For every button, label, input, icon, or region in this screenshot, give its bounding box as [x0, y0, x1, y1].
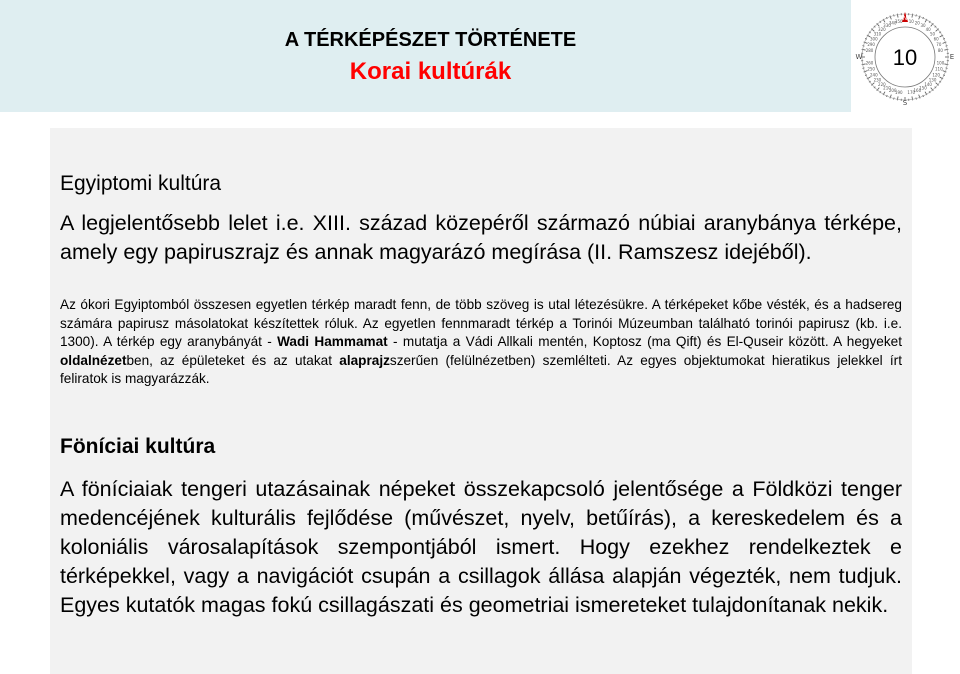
compass-degree-label: 40: [925, 26, 931, 32]
compass-degree-label: 170: [907, 89, 916, 95]
compass-n-label: N: [902, 15, 908, 22]
page-title: A TÉRKÉPÉSZET TÖRTÉNETE: [284, 29, 577, 51]
compass-degree-label: 140: [924, 81, 932, 87]
compass-degree-label: 290: [867, 42, 875, 48]
compass-degree-label: 190: [894, 89, 903, 95]
compass-degree-label: 50: [930, 31, 936, 37]
compass-degree-label: 130: [928, 77, 937, 83]
compass-degree-label: 210: [883, 85, 891, 91]
detail-text-1: Az ókori Egyiptomból összesen egyetlen térkép maradt fenn, de több szöveg is utal létezésükre. A térképeket kőbe vésték, és a hadsereg számára papirusz másolatokat készítettek róluk. Az egyetlen fennmaradt térkép a Torinói Múzeumban található torinói papirusz (kb. i.e. 1300). A térkép egy aranybányát -: [60, 297, 902, 350]
compass-degree-label: 200: [888, 88, 897, 94]
compass-degree-label: 80: [937, 48, 943, 54]
detail-bold-wadi: Wadi Hammamat: [277, 334, 388, 350]
compass-tick: [897, 14, 898, 18]
compass-degree-label: 110: [935, 66, 943, 72]
page-number: 10: [892, 45, 918, 70]
compass-degree-label: 320: [878, 26, 886, 32]
compass-degree-label: 30: [920, 23, 926, 29]
compass-degree-label: 160: [913, 88, 922, 94]
detail-text-3: ben, az épületeket és az utakat: [126, 352, 333, 368]
compass-degree-label: 240: [870, 72, 878, 78]
compass-degree-label: 230: [873, 77, 882, 83]
egyptian-detail-paragraph: [60, 296, 902, 389]
compass-degree-label: 310: [873, 31, 882, 37]
compass-degree-label: 340: [888, 20, 897, 26]
compass-degree-label: 20: [914, 20, 920, 26]
compass-degree-label: 280: [865, 48, 874, 54]
compass-degree-label: 150: [919, 85, 927, 91]
detail-text-4: szerűen (felülnézetben) szemlélteti. Az egyes objektumokat hieratikus jelekkel írt feliratok is magyarázzák.: [60, 352, 902, 387]
compass-degree-label: 60: [933, 36, 939, 42]
compass-e-label: E: [949, 53, 955, 61]
page-subtitle: Korai kultúrák: [349, 58, 512, 85]
compass-tick: [912, 14, 913, 18]
compass-degree-label: 330: [883, 23, 891, 29]
detail-text-2: - mutatja a Vádi Allkali mentén, Koptosz (ma Qift) és El-Quseir között. A hegyeket: [393, 334, 902, 350]
compass-degree-label: 100: [936, 60, 945, 66]
compass-degree-label: 300: [870, 36, 878, 42]
compass-tick: [912, 96, 913, 100]
compass-degree-label: 10: [908, 18, 914, 24]
compass-s-label: S: [902, 99, 908, 107]
compass-degree-label: 120: [932, 72, 940, 78]
compass-degree-label: 70: [936, 42, 942, 48]
detail-bold-oldalnezet: oldalnézet: [60, 352, 127, 368]
section-title-egyptian: Egyiptomi kultúra: [60, 172, 222, 195]
compass-degree-label: 350: [894, 18, 903, 24]
compass-tick: [897, 96, 898, 100]
compass-degree-label: 260: [865, 60, 874, 66]
section-title-phoenician: Föníciai kultúra: [60, 435, 216, 458]
detail-bold-alaprajz: alaprajz: [339, 352, 390, 368]
header-band: [0, 0, 851, 112]
compass-degree-label: 250: [867, 66, 875, 72]
compass-w-label: W: [855, 53, 863, 61]
phoenician-paragraph: A föníciaiak tengeri utazásainak népeket összekapcsoló jelentősége a Földközi tenger medencéjének kulturális fejlődése (művészet, nyelv, betűírás), a kereskedelem és a koloniális városalapítások szempontjából ismert. Hogy ezekhez rendelkeztek e térképekkel, vagy a navigációt csupán a csillagok állása alapján végezték, nem tudjuk. Egyes kutatók magas fokú csillagászati és geometriai ismereteket tulajdonítanak nekik.: [60, 477, 902, 617]
compass-degree-label: 220: [878, 81, 886, 87]
egyptian-lead-paragraph: A legjelentősebb lelet i.e. XIII. század közepéről származó núbiai aranybánya térképe, amely egy papiruszrajz és annak magyarázó megírása (II. Ramszesz idejéből).: [60, 211, 902, 264]
